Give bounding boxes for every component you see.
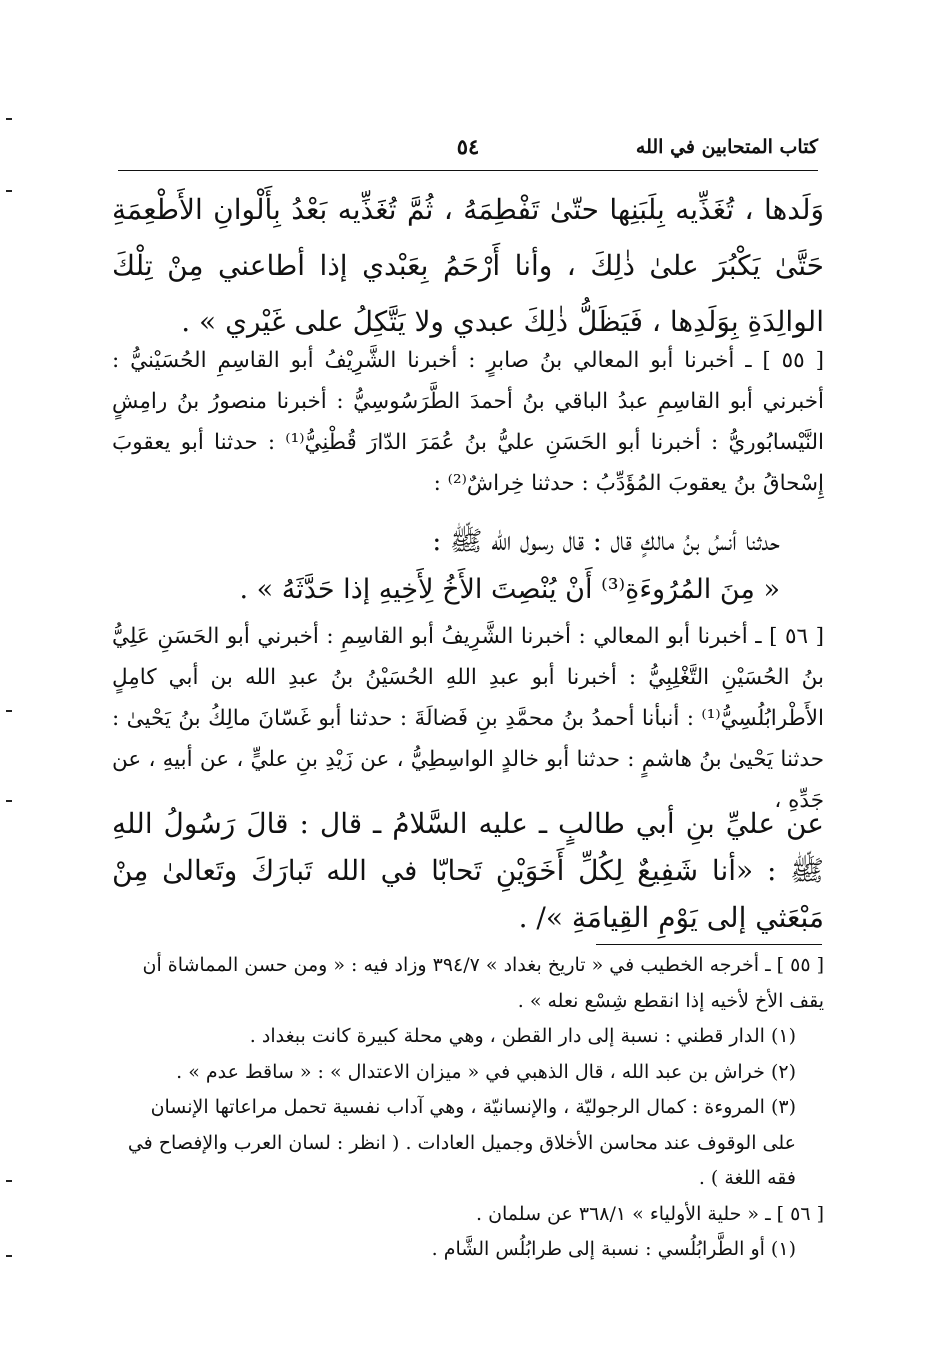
footnote-divider xyxy=(596,944,822,945)
hadith-56-chain xyxy=(112,616,824,821)
book-title: كتاب المتحابين في الله xyxy=(635,136,818,158)
footnotes xyxy=(112,948,824,1268)
paragraph: [ ٥٦ ] ـ أخبرنا أبو المعالي : أخبرنا الشَّرِيفُ أبو القاسِمِ : أخبرني أبو الحَسَنِ عَلِيُّ بنُ الحُسَيْنِ التَّغْلِبِيُّ : أخبرنا أبو عبدِ اللهِ الحُسَيْنُ بنُ عبدِ الله بن أبي كامِلٍ الأَطْرابُلُسِيُّ⁽¹⁾ : أنبأنا أحمدُ بنُ محمَّدِ بنِ فَضالَةَ : حدثنا أبو غَسّانَ مالِكُ بنُ يَحْيىٰ : حدثنا يَحْيىٰ بنُ هاشمٍ : حدثنا أبو خالدٍ الواسِطِيُّ ، عن زَيْدِ بنِ عليٍّ ، عن أبيهِ ، عن جَدِّهِ ، xyxy=(112,624,824,813)
margin-mark xyxy=(6,1180,12,1182)
margin-mark xyxy=(6,710,12,712)
margin-mark xyxy=(6,190,12,192)
paragraph: وَلَدها ، تُغَذِّيه بِلَبَنِها حتّىٰ تَفْطِمَهُ ، ثُمَّ تُغَذِّيه بَعْدُ بِأَلْوانِ الأَطْعِمَةِ حَتَّىٰ يَكْبُرَ علىٰ ذٰلِكَ ، وأنا أَرْحَمُ بِعَبْدي إذا أطاعني مِنْ تِلْكَ الوالِدَةِ بِوَلَدِها ، فَيَظَلُّ ذٰلِكَ عبدي ولا يَتَّكِلُ على غَيْري » . xyxy=(112,193,824,338)
margin-mark xyxy=(6,1255,12,1257)
footnote: [ ٥٦ ] ـ « حلية الأولياء » ٣٦٨/١ عن سلمان . xyxy=(475,1202,824,1225)
main-text-continuation xyxy=(112,182,824,350)
footnote: (١) الدار قطني : نسبة إلى دار القطن ، وهي محلة كبيرة كانت ببغداد . xyxy=(249,1025,796,1047)
hadith-56-text xyxy=(112,800,824,941)
hadith-55-text xyxy=(112,518,824,614)
margin-mark xyxy=(6,800,12,802)
hadith-line: « مِنَ المُرُوءَةِ⁽³⁾ أَنْ يُنْصِتَ الأَخُ لِأَخِيهِ إذا حَدَّثَهُ » . xyxy=(239,574,780,605)
hadith-line: حدثنا أنسُ بنُ مالكٍ قال : قال رسول الله ﷺ : xyxy=(432,526,780,557)
page-number: ٥٤ xyxy=(456,134,480,159)
paragraph: [ ٥٥ ] ـ أخبرنا أبو المعالي بنُ صابرٍ : أخبرنا الشَّرِيْفُ أبو القاسِمِ الحُسَيْنيُّ : أخبرني أبو القاسِمِ عبدُ الباقي بنُ أحمدَ الطَّرَسُوسِيُّ : أخبرنا منصورُ بنُ رامِشٍ النَّيْسابُوريُّ : أخبرنا أبو الحَسَنِ عليُّ بنُ عُمَرَ الدّارَ قُطْنِيُّ⁽¹⁾ : حدثنا أبو يعقوبَ إِسْحاقُ بنُ يعقوبَ المُؤَدِّبُ : حدثنا خِراشٌ⁽²⁾ : xyxy=(112,348,824,496)
margin-mark xyxy=(6,118,12,120)
hadith-55-chain xyxy=(112,340,824,504)
footnote: (٣) المروءة : كمال الرجوليّة ، والإنسانيّة ، وهي آداب نفسية تحمل مراعاتها الإنسان على الوقوف عند محاسن الأخلاق وجميل العادات . ( انظر : لسان العرب والإفصاح في فقه اللغة ) . xyxy=(127,1096,796,1189)
paragraph: عن عليِّ بنِ أبي طالبٍ ـ عليه السَّلامُ ـ قال : قالَ رَسُولُ اللهِ ﷺ : «أنا شَفِيعٌ لِكُلِّ أَخَوَيْنِ تَحابّا في الله تَبارَكَ وتَعالىٰ مِنْ مَبْعَثي إلى يَوْمِ القِيامَةِ »/ . xyxy=(112,807,824,934)
footnote: (٢) خراش بن عبد الله ، قال الذهبي في « ميزان الاعتدال » : « ساقط عدم » . xyxy=(176,1060,796,1083)
footnote: [ ٥٥ ] ـ أخرجه الخطيب في « تاريخ بغداد » ٣٩٤/٧ وزاد فيه : « ومن حسن المماشاة أن يقف الأخ لأخيه إذا انقطع شِسْع نعله » . xyxy=(142,954,824,1012)
footnote: (١) أو الطَّرابُلُسي : نسبة إلى طرابُلُس الشَّام . xyxy=(431,1238,796,1260)
running-header xyxy=(118,128,818,171)
